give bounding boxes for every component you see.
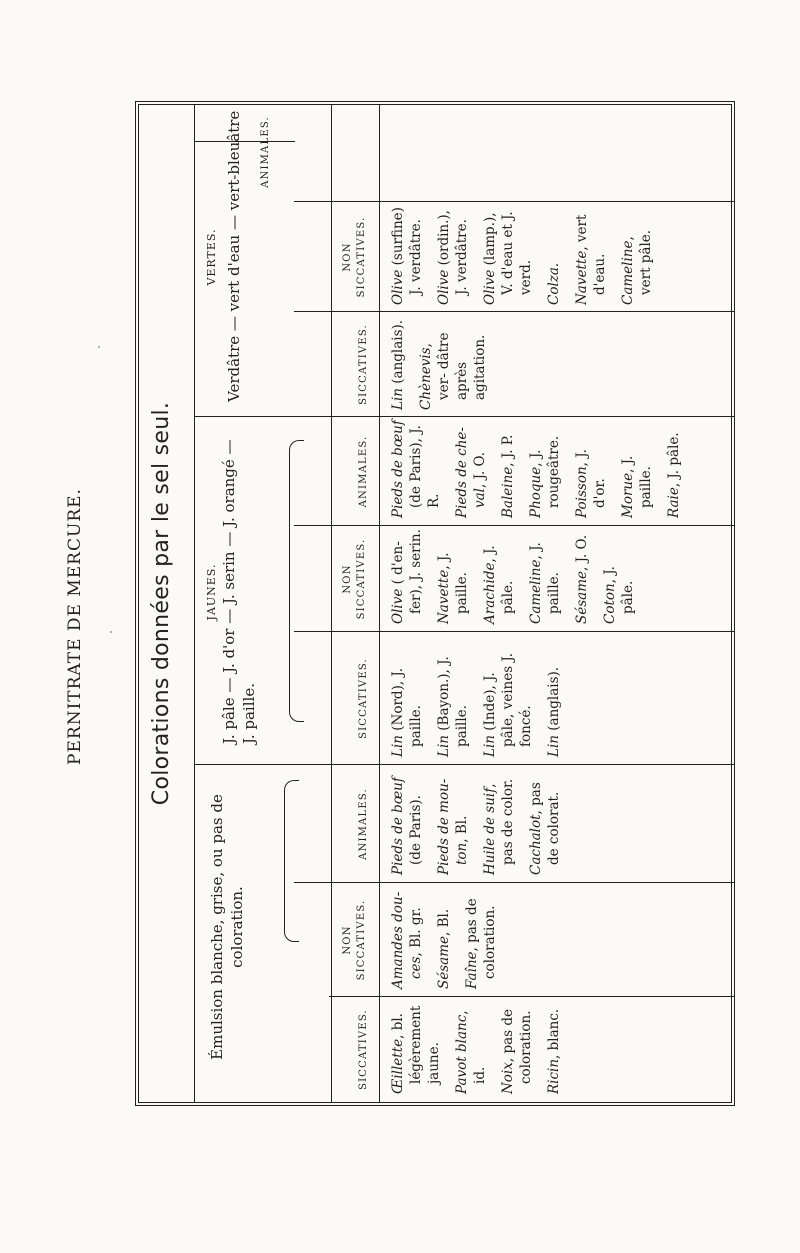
column-emulsion-non-siccatives (389, 889, 509, 989)
table-entry (573, 529, 591, 624)
entry-name: Lin (436, 735, 452, 757)
entry-name: Pieds de bœuf (390, 420, 406, 518)
table-entry (389, 770, 425, 875)
table-entry (527, 529, 563, 624)
column-emulsion-siccatives (389, 1002, 573, 1094)
table-entry (619, 205, 655, 305)
table-entry (435, 889, 453, 989)
entry-coloration: , J. paille. (528, 542, 562, 614)
entry-coloration: (anglais). (390, 319, 406, 389)
entry-name: Pieds de che- val (454, 427, 488, 518)
paper-speck (98, 346, 100, 348)
entry-name: Navette (574, 250, 590, 305)
entry-name: Baleine (500, 466, 516, 518)
subhead-non-line2: SICCATIVES. (356, 899, 367, 981)
subhead-animales: ANIMALES. (260, 116, 271, 188)
entry-coloration: , J. pâle. (666, 432, 682, 488)
subhead-siccatives: SICCATIVES. (358, 1009, 369, 1090)
table-entry (435, 637, 471, 757)
column-vertes-non-siccatives (389, 205, 665, 305)
entry-coloration: , J. P. (500, 434, 516, 467)
entry-coloration: , vert pâle. (620, 229, 654, 295)
brace-jaunes (289, 440, 304, 722)
entry-coloration: , J. d'or. (574, 449, 608, 508)
table-entry (499, 420, 517, 518)
entry-name: Colza (546, 267, 562, 305)
table-entry (665, 420, 683, 518)
header-rule (331, 105, 332, 1102)
entry-name: Cameline (620, 240, 636, 305)
entry-coloration: (lamp.), V. d'eau et J. verd. (482, 211, 534, 295)
entry-coloration: (Inde), J. pâle, veines J. foncé. (482, 652, 534, 747)
subhead-animales: ANIMALES. (358, 435, 369, 508)
entry-name: Ricin (546, 1058, 562, 1094)
entry-coloration: (Nord), J. paille. (390, 667, 424, 747)
table-entry (453, 1002, 489, 1094)
subhead-non-siccatives (341, 883, 369, 997)
subhead-non-line1: NON (342, 925, 353, 955)
entry-name: Pavot blanc (454, 1014, 470, 1094)
column-jaunes-animales (389, 420, 693, 518)
entry-coloration: , blanc. (546, 1008, 562, 1059)
entry-name: Huile de suif (482, 787, 498, 875)
subhead-siccatives: SICCATIVES. (358, 658, 369, 739)
table-entry (573, 205, 609, 305)
subhead-siccatives: SICCATIVES. (358, 324, 369, 405)
entry-coloration: , J. O. (574, 534, 590, 571)
entry-name: Arachide (482, 562, 498, 624)
entry-coloration: , J. paille. (436, 552, 470, 614)
entry-name: Olive (390, 269, 406, 305)
entry-coloration: (de Paris), J. R. (408, 425, 442, 508)
column-rule (195, 764, 735, 765)
table-entry (481, 529, 517, 624)
column-rule (329, 996, 735, 997)
entry-name: Morue (620, 472, 636, 518)
entry-coloration: , bl. légèrement jaune. (390, 1005, 442, 1084)
table-entry (417, 315, 489, 410)
entry-name: Lin (390, 735, 406, 757)
entry-name: Poisson (574, 466, 590, 518)
table-entry (619, 420, 655, 518)
table-entry (481, 205, 535, 305)
entry-name: Navette (436, 569, 452, 624)
table-entry (389, 420, 443, 518)
table-entry (545, 637, 563, 757)
table-caption: Colorations données par le sel seul. (149, 401, 174, 806)
subhead-non-line2: SICCATIVES. (356, 216, 367, 298)
entry-coloration: (Bayon.), J. paille. (436, 656, 470, 747)
column-jaunes-non-siccatives (389, 529, 647, 624)
entry-name: Raie (666, 487, 682, 518)
entry-name: Amandes dou- ces (390, 891, 424, 989)
entry-coloration: , Bl. gr. (408, 907, 424, 957)
table-entry (499, 1002, 535, 1094)
entry-name: Pieds de bœuf (390, 777, 406, 875)
entry-coloration: , J. paille. (620, 455, 654, 508)
group-header-emulsion: Émulsion blanche, grise, ou pas de coloration. (208, 794, 246, 1060)
table-entry (463, 889, 499, 989)
entry-coloration: , J. pâle. (602, 566, 636, 614)
entry-name: Lin (390, 388, 406, 410)
header-rule (379, 105, 380, 1102)
column-emulsion-animales (389, 770, 573, 875)
running-head: PERNITRATE DE MERCURE. (65, 488, 85, 765)
entry-name: Sésame (574, 570, 590, 624)
subhead-non-siccatives (341, 526, 369, 632)
entry-name: Noix (500, 1062, 516, 1094)
entry-coloration: , J. rougeâtre. (528, 435, 562, 508)
entry-name: Œillette (390, 1038, 406, 1094)
entry-name: Sésame (436, 935, 452, 989)
table-entry (545, 205, 563, 305)
table-entry (545, 1002, 563, 1094)
entry-coloration: , pas de coloration. (500, 1009, 534, 1084)
caption-rule (194, 105, 195, 1102)
subhead-non-siccatives (341, 202, 369, 312)
entry-name: Faîne (464, 951, 480, 989)
column-rule (195, 416, 735, 417)
column-vertes-siccatives (389, 315, 499, 410)
entry-name: Phoque (528, 466, 544, 518)
brace-emulsion (284, 780, 299, 942)
column-jaunes-siccatives (389, 637, 573, 757)
entry-coloration: ( d'en- fer), J. serin. (390, 529, 424, 614)
table-entry (389, 637, 425, 757)
entry-coloration: , Bl. (454, 815, 470, 843)
entry-coloration: . (546, 262, 562, 268)
table-entry (389, 315, 407, 410)
table-entry (453, 420, 489, 518)
entry-name: Cameline (528, 559, 544, 624)
table-entry (389, 1002, 443, 1094)
entry-coloration: , pas de color. (482, 778, 516, 865)
entry-coloration: , pas de coloration. (464, 898, 498, 979)
entry-name: Olive (482, 269, 498, 305)
paper-speck (110, 631, 112, 633)
subhead-non-line1: NON (342, 564, 353, 594)
entry-coloration: , Bl. (436, 908, 452, 936)
table-entry (527, 420, 563, 518)
table-entry (435, 770, 471, 875)
subhead-non-line1: NON (342, 242, 353, 272)
group-header-jaunes: J. pâle — J. d'or — J. serin — J. orangé — J. paille. (220, 439, 258, 744)
entry-name: Cachalot (528, 814, 544, 875)
entry-coloration: (de Paris). (408, 795, 424, 865)
entry-coloration: , J. pâle. (482, 545, 516, 614)
entry-coloration: , vert d'eau. (574, 214, 608, 295)
entry-name: Lin (482, 735, 498, 757)
entry-coloration: , pas de colorat. (528, 782, 562, 865)
group-header-vertes: Verdâtre — vert d'eau — vert-bleuâtre (225, 110, 243, 402)
subhead-animales: ANIMALES. (358, 788, 369, 860)
group-title-jaunes: JAUNES. (205, 563, 218, 621)
entry-coloration: , J. O. (472, 451, 488, 488)
entry-name: Olive (436, 269, 452, 305)
group-title-vertes: VERTES. (205, 228, 218, 286)
table-entry (389, 529, 425, 624)
entry-coloration: (ordin.), J. verdâtre. (436, 210, 470, 295)
entry-coloration: (anglais). (546, 666, 562, 736)
entry-name: Pieds de mou- ton (436, 778, 470, 875)
table-entry (527, 770, 563, 875)
table-entry (389, 205, 425, 305)
entry-name: Lin (546, 735, 562, 757)
table-entry (389, 889, 425, 989)
entry-coloration: , id. (454, 1010, 488, 1084)
column-rule (195, 141, 295, 142)
table-entry (573, 420, 609, 518)
table-entry (481, 770, 517, 875)
entry-coloration: , ver- dâtre après agitation. (418, 332, 488, 400)
table-entry (435, 205, 471, 305)
entry-name: Olive (390, 588, 406, 624)
entry-name: Coton (602, 583, 618, 624)
table-entry (481, 637, 535, 757)
entry-name: Chènevis (418, 347, 434, 410)
data-table (135, 101, 735, 1106)
table-entry (435, 529, 471, 624)
entry-coloration: (surfine) J. verdâtre. (390, 207, 424, 295)
table-entry (601, 529, 637, 624)
subhead-non-line2: SICCATIVES. (356, 538, 367, 620)
